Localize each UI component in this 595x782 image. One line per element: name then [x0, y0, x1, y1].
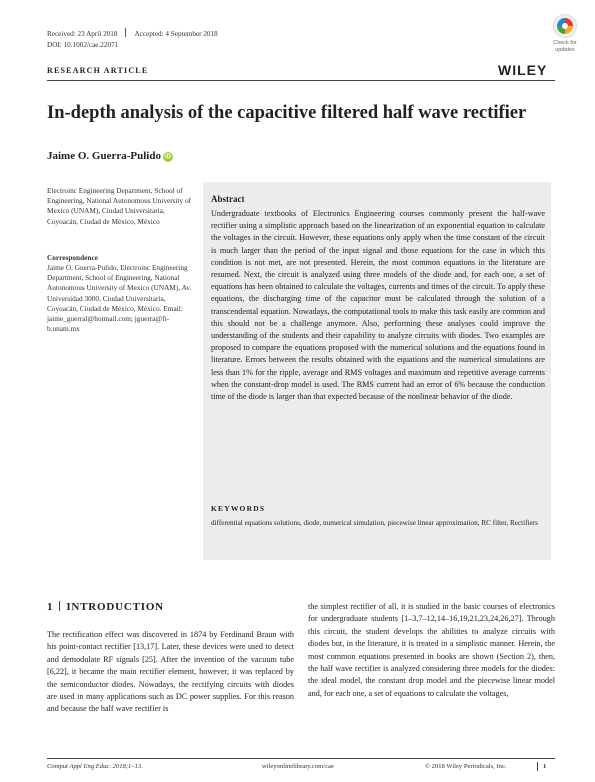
- keywords-text: differential equations solutions, diode, numerical simulation, piecewise linear approximation, RC filter, Rectifiers: [211, 519, 538, 527]
- section-heading: [47, 601, 164, 613]
- abstract-heading: Abstract: [211, 194, 245, 204]
- crossmark-icon: [553, 14, 577, 38]
- badge-label: Check for updates: [553, 40, 577, 53]
- body-column-left: The rectification effect was discovered in 1874 by Ferdinand Braun with his point-contact rectifier [13,17]. Later, these devices were used to detect and demodulate RF signals [25]. After the invention of the vacuum tube [6,22], it became the main rectifier element, however, it was replaced by the semiconductor diodes. Nowadays, the rectifying circuits with diodes are used in many applications such as DC power supplies. For this reason and because the half wave rectifier is: [47, 630, 294, 714]
- divider: [59, 601, 60, 611]
- section-title: INTRODUCTION: [66, 601, 164, 613]
- divider: [537, 762, 538, 771]
- article-type: RESEARCH ARTICLE: [47, 66, 149, 75]
- publisher-logo: WILEY: [498, 62, 548, 78]
- accepted-date: Accepted: 4 September 2018: [134, 30, 218, 38]
- correspondence-text: Jaime O. Guerra-Pulido, Electroinc Engineering Department, School of Engineering, National Autonomous University of Mexico (UNAM), Av. Universidad 3000, Ciudad Universitaria, Coyoacán, Ciudad de México, México. Email: jaime_guerral@hotmail.com; jguerra@fi-b.unam.mx: [47, 263, 192, 334]
- author-line: [47, 150, 173, 162]
- abstract-box: [203, 182, 551, 560]
- footer-rule: [47, 758, 555, 759]
- copyright: © 2018 Wiley Periodicals, Inc.: [425, 763, 507, 770]
- divider: [125, 28, 126, 37]
- submission-dates: [47, 28, 218, 38]
- author-name[interactable]: Jaime O. Guerra-Pulido: [47, 150, 161, 162]
- header-rule: [47, 80, 555, 81]
- check-for-updates-badge[interactable]: [545, 14, 585, 62]
- affiliation: Electroinc Engineering Department, School of Engineering, National Autonomous University of Mexico (UNAM), Ciudad Universitaria, Coyoacán, Ciudad de México, México: [47, 186, 192, 226]
- keywords-heading: KEYWORDS: [211, 504, 266, 513]
- journal-citation: Comput Appl Eng Educ. 2018;1–13.: [47, 763, 143, 770]
- abstract-text: Undergraduate textbooks of Electronics Engineering courses commonly present the half-wave rectifier using a simplistic approach based on the linearization of an exponential equation to calculate the voltages in the circuit. However, these equations only apply when the time constant of the circuit is much larger than the period of the input signal and those equations for the case in which this condition is not met, are not presented. Herein, the most common equations in the literature are resumed. Next, the circuit is analyzed using three models of the diode and, for each one, a set of equations has been obtained to calculate the voltages, currents and times of the circuit. To apply these equations, the discharging time of the capacitor must be calculated through the solution of a transcendental equation. Nowadays, the computational tools to make this task easily are common and this should not be a challenge anymore. Also, performing these analyses could improve the understanding of the students and their capability to analyze circuits with diodes. Two examples are proposed to compare the equations proposed with the numerical solutions and the equations found in literature. Errors between the results obtained with the equations and the numerical simulations are less than 1% for the ripple, average and RMS voltages and maximum and repetitive average currents when the constant-drop model is used. The RMS current had an error of 6% because the conduction time of the diode is larger than that expected because of the nonlinear behavior of the diode.: [211, 209, 545, 402]
- received-date: Received: 23 April 2018: [47, 30, 118, 38]
- correspondence-heading: Correspondence: [47, 253, 98, 262]
- paper-title: In-depth analysis of the capacitive filtered half wave rectifier: [47, 103, 527, 123]
- body-column-right: the simplest rectifier of all, it is studied in the basic courses of electronics for undergraduate students [1–3,7–12,14–16,19,21,23,24,26,27]. Through this circuit, the student develops the abilities to analyze circuits with diodes but, in the literature, it is treated in a simplistic manner. Herein, the most common equations presented in books are shown (Section 2), then, the half wave rectifier is analyzed considering three models for the diodes: the ideal model, the constant drop model and the piecewise linear model and, for each one, a set of equations to calculate the voltages,: [308, 602, 555, 698]
- orcid-icon[interactable]: iD: [164, 154, 171, 160]
- journal-url[interactable]: wileyonlinelibrary.com/cae: [262, 763, 334, 770]
- page-number: 1: [543, 763, 547, 770]
- section-number: 1: [47, 601, 54, 613]
- doi[interactable]: DOI: 10.1002/cae.22071: [47, 41, 119, 49]
